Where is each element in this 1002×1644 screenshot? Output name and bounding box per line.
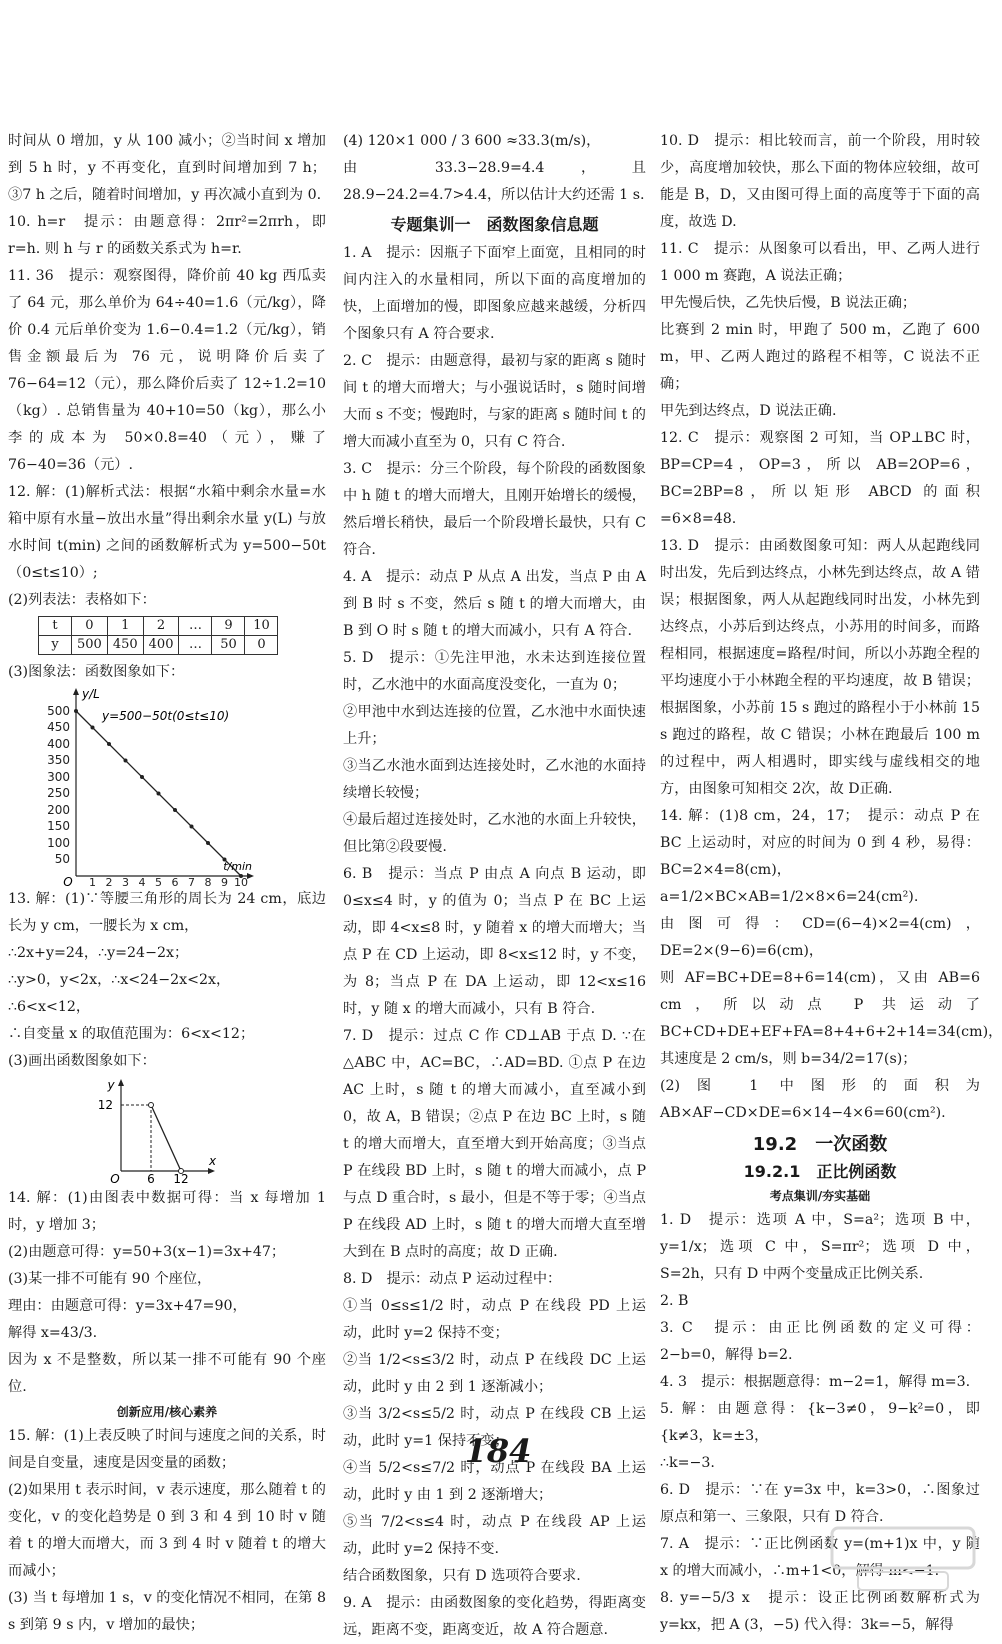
section-heading-creative: 创新应用/核心素养: [116, 1405, 218, 1419]
special-answer-6: 6. B 提示：当点 P 由点 A 向点 B 运动，即 0≤x≤4 时，y 的值为 0；当点 P 在 BC 上运动，即 4<x≤8 时，y 随着 x 的增大而增大；当点 P 在 CD 上运动，即 8<x≤12 时，y 不变，为 8；当点 P 在 DA 上运动，即 12<x≤16 时，y 随 x 的增大而减小，只有 B 符合.: [343, 866, 646, 1017]
function-equation: y=500−50t(0≤t≤10): [102, 709, 230, 723]
answer-12-part2: (2)列表法：表格如下：: [8, 592, 156, 608]
special-answer-4: 4. A 提示：动点 P 从点 A 出发，当点 P 由 A 到 B 时 s 不变，然后 s 随 t 的增大而增大，由 B 到 O 时 s 随 t 的增大而减小，只有 A 符合.: [343, 569, 646, 639]
special-answer-11-b: 甲先慢后快，乙先快后慢，B 说法正确；: [660, 295, 917, 311]
y-tick: 350: [47, 753, 70, 767]
special-answer-9: 9. A 提示：由函数图象的变化趋势，得距离变远，距离不变，距离变近，故 A 符合题意.: [343, 1595, 646, 1638]
y-axis-label: y/L: [82, 687, 100, 701]
y-tick: 500: [47, 704, 70, 718]
answer-13-part2: ∴2x+y=24，∴y=24−2x；: [8, 945, 189, 961]
answer-14-part5: 解得 x=43/3.: [8, 1325, 98, 1341]
answer-14-part1: 14. 解：(1)由图表中数据可得：当 x 每增加 1 时，y 增加 3；: [8, 1190, 326, 1233]
column-middle: [343, 128, 646, 1644]
x-tick: 6: [147, 1172, 155, 1186]
graph-water-remaining: [18, 686, 268, 889]
x-tick: 8: [204, 876, 212, 889]
origin-label: O: [110, 1172, 120, 1186]
y-tick: 450: [47, 720, 70, 734]
special-answer-14-c: 由图可得：CD=(6−4)×2=4(cm)，DE=2×(9−6)=6(cm)，: [660, 916, 980, 959]
y-tick: 200: [47, 803, 70, 817]
special-answer-11-c: 比赛到 2 min 时，甲跑了 500 m，乙跑了 600 m，甲、乙两人跑过的路程不相等，C 说法不正确；: [660, 322, 980, 392]
special-answer-14-a: 14. 解：(1)8 cm，24，17； 提示：动点 P 在 BC 上运动时，对应的时间为 0 到 4 秒，易得：BC=2×4=8(cm)，: [660, 808, 980, 878]
basic-answer-8: 8. y=−5/3 x 提示：设正比例函数解析式为 y=kx，把 A (3，−5) 代入得：3k=−5，解得: [660, 1590, 980, 1633]
value-table: [38, 616, 278, 655]
special-answer-5-c: ③当乙水池水面到达连接处时，乙水池的水面持续增长较慢；: [343, 758, 646, 801]
table-row-t: t 0 1 2 … 9 10: [39, 617, 278, 636]
x-tick: 1: [89, 876, 96, 889]
basic-answer-2: 2. B: [660, 1293, 689, 1309]
special-answer-14-d: 则 AF=BC+DE=8+6=14(cm)，又由 AB=6 cm，所以动点 P 共运动了 BC+CD+DE+EF+FA=8+4+6+2+14=34(cm)，: [660, 970, 1002, 1040]
y-tick: 12: [97, 1098, 113, 1112]
basic-answer-7: 7. A 提示：∵正比例函数 y=(m+1)x 中，y 随 x 的增大而减小，∴m+1<0，解得 m<−1.: [660, 1536, 980, 1579]
special-answer-8-case3: ③当 3/2<s≤5/2 时，动点 P 在线段 CB 上运动，此时 y=1 保持不变；: [343, 1406, 646, 1449]
origin-label: O: [63, 875, 73, 889]
special-answer-1: 1. A 提示：因瓶子下面窄上面宽，且相同的时间内注入的水量相同，所以下面的高度增加的快，上面增加的慢，即图象应越来越缓，分析四个图象只有 A 符合要求.: [343, 245, 646, 342]
special-answer-14-e: 其速度是 2 cm/s，则 b=34/2=17(s)；: [660, 1051, 917, 1067]
special-answer-3: 3. C 提示：分三个阶段，每个阶段的函数图象中 h 随 t 的增大而增大，且刚开始增长的缓慢，然后增长稍快，最后一个阶段增长最快，只有 C 符合.: [343, 461, 646, 558]
special-answer-5-a: 5. D 提示：①先注甲池，水未达到连接位置时，乙水池中的水面高度没变化，一直为 0；: [343, 650, 646, 693]
y-tick: 250: [47, 786, 70, 800]
answer-14-part6: 因为 x 不是整数，所以某一排不可能有 90 个座位.: [8, 1352, 326, 1395]
basic-answer-5: 5. 解：由题意得：{k−3≠0，9−k²=0，即 {k≠3，k=±3，: [660, 1401, 980, 1444]
special-answer-8-case2: ②当 1/2<s≤3/2 时，动点 P 在线段 DC 上运动，此时 y 由 2 到 1 逐渐减小；: [343, 1352, 646, 1395]
answer-10: 10. h=r 提示：由题意得：2πr²=2πrh，即 r=h. 则 h 与 r 的函数关系式为 h=r.: [8, 214, 326, 257]
x-axis-label: x: [209, 1154, 217, 1168]
x-tick: 2: [105, 876, 113, 889]
x-tick: 6: [171, 876, 179, 889]
answer-11: 11. 36 提示：观察图得，降价前 40 kg 西瓜卖了 64 元，那么单价为 64÷40=1.6（元/kg），降价 0.4 元后单价变为 1.6−0.4=1.2（元/kg），销售金额最后为 76 元，说明降价后卖了 76−64=12（元），那么降价后卖了 12÷1.2=10（kg）. 总销售量为 40+10=50（kg），那么小李的成本为 50×0.8=40（元），赚了 76−40=36（元）.: [8, 268, 326, 473]
answer-15-part4: (4) 120×1 000 / 3 600 ≈33.3(m/s)，: [343, 133, 601, 149]
x-tick: 5: [155, 876, 162, 889]
x-tick: 7: [188, 876, 195, 889]
answer-13-part6: (3)画出函数图象如下：: [8, 1053, 156, 1069]
answer-15-part2: (2)如果用 t 表示时间，v 表示速度，那么随着 t 的变化，v 的变化趋势是 0 到 3 和 4 到 10 时 v 随着 t 的增大而增大，而 3 到 4 时 v 随着 t 的增大而减小；: [8, 1482, 326, 1579]
y-axis-label: y: [107, 1078, 115, 1092]
special-answer-14-f: (2)图 1 中图形的面积为 AB×AF−CD×DE=6×14−4×6=60(cm²).: [660, 1078, 980, 1121]
special-answer-8: 8. D 提示：动点 P 运动过程中：: [343, 1271, 562, 1287]
answer-9-cont: 时间从 0 增加，y 从 100 减小；②当时间 x 增加到 5 h 时，y 不再变化，直到时间增加到 7 h；③7 h 之后，随着时间增加，y 再次减小直到为 0.: [8, 133, 326, 203]
y-tick: 50: [54, 852, 70, 866]
answer-15-part5: 由 33.3−28.9=4.4，且 28.9−24.2=4.7>4.4，所以估计大约还需 1 s.: [343, 160, 646, 203]
y-tick: 400: [47, 737, 70, 751]
answer-14-part3: (3)某一排不可能有 90 个座位，: [8, 1271, 212, 1287]
basic-answer-6: 6. D 提示：∵在 y=3x 中，k=3>0，∴图象过原点和第一、三象限，只有 D 符合.: [660, 1482, 980, 1525]
answer-12-part3: (3)图象法：函数图象如下：: [8, 664, 185, 680]
special-answer-7: 7. D 提示：过点 C 作 CD⊥AB 于点 D. ∵在 △ABC 中，AC=BC，∴AD=BD. ①点 P 在边 AC 上时，s 随 t 的增大而减小，直至减小到 0，故 A，B 错误；②点 P 在边 BC 上时，s 随 t 的增大而增大，直至增大到开始高度；③当点 P 在线段 BD 上时，s 随 t 的增大而减小，点 P 与点 D 重合时，s 最小，但是不等于零；④当点 P 在线段 AD 上时，s 随 t 的增大而增大直至增大到在 B 点时的高度；故 D 正确.: [343, 1028, 646, 1260]
x-tick: 4: [138, 876, 146, 889]
column-right: [660, 128, 1002, 1639]
special-answer-13: 13. D 提示：由函数图象可知：两人从起跑线同时出发，先后到达终点，小林先到达终点，故 A 错误；根据图象，两人从起跑线同时出发，小林先到达终点，小苏后到达终点，小苏用的时间多，而路程相同，根据速度=路程/时间，所以小苏跑全程的平均速度小于小林跑全程的平均速度，故 B 错误；根据图象，小苏前 15 s 跑过的路程小于小林前 15 s 跑过的路程，故 C 错误；小林在跑最后 100 m 的过程中，两人相遇时，即实线与虚线相交的地方，由图象可知相交 2次，故 D正确.: [660, 538, 980, 797]
special-answer-11-d: 甲先到达终点，D 说法正确.: [660, 403, 837, 419]
answer-13-part5: ∴自变量 x 的取值范围为：6<x<12；: [8, 1026, 255, 1042]
answer-13-part3: ∴y>0，y<2x，∴x<24−2x<2x，: [8, 972, 231, 988]
special-answer-10: 10. D 提示：相比较而言，前一个阶段，用时较少，高度增加较快，那么下面的物体应较细，故可能是 B，D，又由图可得上面的高度等于下面的高度，故选 D.: [660, 133, 980, 230]
special-answer-5-d: ④最后超过连接处时，乙水池的水面上升较快，但比第②段要慢.: [343, 812, 646, 855]
basic-answer-5-result: ∴k=−3.: [660, 1455, 715, 1471]
section-heading-special: 专题集训一 函数图象信息题: [390, 215, 599, 234]
y-tick: 300: [47, 770, 70, 784]
x-tick: 3: [122, 876, 129, 889]
special-answer-14-b: a=1/2×BC×AB=1/2×8×6=24(cm²).: [660, 889, 919, 905]
answer-14-part2: (2)由题意可得：y=50+3(x−1)=3x+47；: [8, 1244, 286, 1260]
basic-answer-3: 3. C 提示：由正比例函数的定义可得：2−b=0，解得 b=2.: [660, 1320, 980, 1363]
answer-12-part1: 12. 解：(1)解析式法：根据“水箱中剩余水量=水箱中原有水量−放出水量”得出剩余水量 y(L) 与放水时间 t(min) 之间的函数解析式为 y=500−50t（0≤t≤10）;: [8, 484, 326, 581]
x-tick: 12: [173, 1172, 189, 1186]
graph-triangle: [97, 1075, 223, 1186]
section-heading-19-2: 19.2 一次函数: [752, 1134, 888, 1155]
special-answer-8-case1: ①当 0≤s≤1/2 时，动点 P 在线段 PD 上运动，此时 y=2 保持不变；: [343, 1298, 646, 1341]
y-tick: 100: [47, 836, 70, 850]
basic-answer-1: 1. D 提示：选项 A 中，S=a²；选项 B 中，y=1/x；选项 C 中，S=πr²；选项 D 中，S=2h，只有 D 中两个变量成正比例关系.: [660, 1212, 980, 1282]
section-heading-basics: 考点集训/夯实基础: [769, 1189, 871, 1203]
answer-14-part4: 理由：由题意可得：y=3x+47=90，: [8, 1298, 247, 1314]
section-heading-19-2-1: 19.2.1 正比例函数: [743, 1162, 897, 1181]
answer-15-part1: 15. 解：(1)上表反映了时间与速度之间的关系，时间是自变量，速度是因变量的函数；: [8, 1428, 326, 1471]
special-answer-12: 12. C 提示：观察图 2 可知，当 OP⊥BC 时，BP=CP=4，OP=3，所以 AB=2OP=6，BC=2BP=8，所以矩形 ABCD 的面积=6×8=48.: [660, 430, 980, 527]
table-row-y: y 500 450 400 … 50 0: [39, 636, 278, 655]
x-tick: 9: [221, 876, 228, 889]
answer-13-part1: 13. 解：(1)∵等腰三角形的周长为 24 cm，底边长为 y cm，一腰长为 x cm，: [8, 891, 326, 934]
answer-15-part3: (3) 当 t 每增加 1 s，v 的变化情况不相同，在第 8 s 到第 9 s 内，v 增加的最快；: [8, 1590, 326, 1633]
watermark-logo: [828, 1524, 978, 1594]
y-tick: 150: [47, 819, 70, 833]
basic-answer-4: 4. 3 提示：根据题意得：m−2=1，解得 m=3.: [660, 1374, 971, 1390]
column-left: [8, 128, 326, 1639]
special-answer-5-b: ②甲池中水到达连接的位置，乙水池中水面快速上升；: [343, 704, 646, 747]
special-answer-11-a: 11. C 提示：从图象可以看出，甲、乙两人进行 1 000 m 赛跑，A 说法正确；: [660, 241, 980, 284]
x-axis-label: t/min: [223, 860, 252, 873]
special-answer-8-case5: ⑤当 7/2<s≤4 时，动点 P 在线段 AP 上运动，此时 y=2 保持不变.: [343, 1514, 646, 1557]
answer-13-part4: ∴6<x<12，: [8, 999, 91, 1015]
x-tick: 10: [234, 876, 248, 889]
special-answer-2: 2. C 提示：由题意得，最初与家的距离 s 随时间 t 的增大而增大；与小强说话时，s 随时间增大而 s 不变；慢跑时，与家的距离 s 随时间 t 的增大而减小直至为 0，只有 C 符合.: [343, 353, 646, 450]
page-number: 184: [464, 1432, 532, 1470]
special-answer-8-case4: ④当 5/2<s≤7/2 时，动点 P 在线段 BA 上运动，此时 y 由 1 到 2 逐渐增大；: [343, 1460, 646, 1503]
special-answer-8-conclusion: 结合函数图象，只有 D 选项符合要求.: [343, 1568, 581, 1584]
